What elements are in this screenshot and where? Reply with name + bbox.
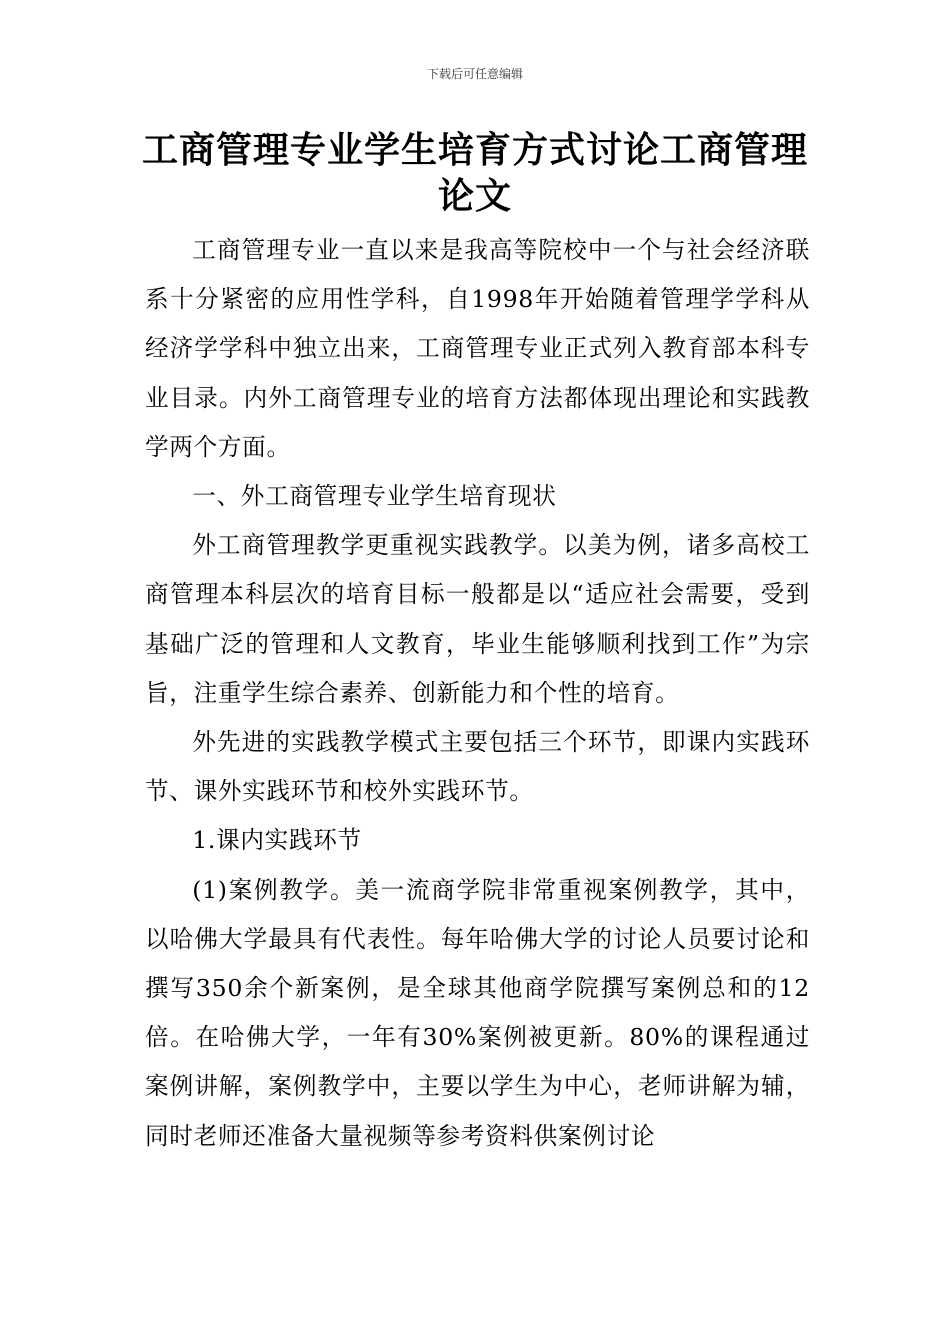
document-title: 工商管理专业学生培育方式讨论工商管理论文	[141, 130, 808, 217]
section-heading-1: 一、外工商管理专业学生培育现状	[192, 482, 557, 511]
paragraph-foreign-practice: 外工商管理教学更重视实践教学。以美为例，诸多高校工商管理本科层次的培育目标一般都是以“适应社会需要，受到基础广泛的管理和人文教育，毕业生能够顺利找到工作”为宗旨，注重学生综合素养、创新能力和个性的培育。	[145, 531, 810, 707]
subsection-heading-1: 1.课内实践环节	[192, 826, 362, 855]
paragraph-practice-model: 外先进的实践教学模式主要包括三个环节，即课内实践环节、课外实践环节和校外实践环节。	[145, 728, 810, 806]
header-note: 下载后可任意编辑	[426, 67, 523, 81]
paragraph-case-teaching: (1)案例教学。美一流商学院非常重视案例教学，其中，以哈佛大学最具有代表性。每年哈佛大学的讨论人员要讨论和撰写350余个新案例，是全球其他商学院撰写案例总和的12倍。在哈佛大学，一年有30%案例被更新。80%的课程通过案例讲解，案例教学中，主要以学生为中心，老师讲解为辅，同时老师还准备大量视频等参考资料供案例讨论	[145, 875, 810, 1150]
paragraph-intro: 工商管理专业一直以来是我高等院校中一个与社会经济联系十分紧密的应用性学科，自1998年开始随着管理学学科从经济学学科中独立出来，工商管理专业正式列入教育部本科专业目录。内外工商管理专业的培育方法都体现出理论和实践教学两个方面。	[145, 236, 810, 461]
document-body	[145, 226, 810, 1161]
